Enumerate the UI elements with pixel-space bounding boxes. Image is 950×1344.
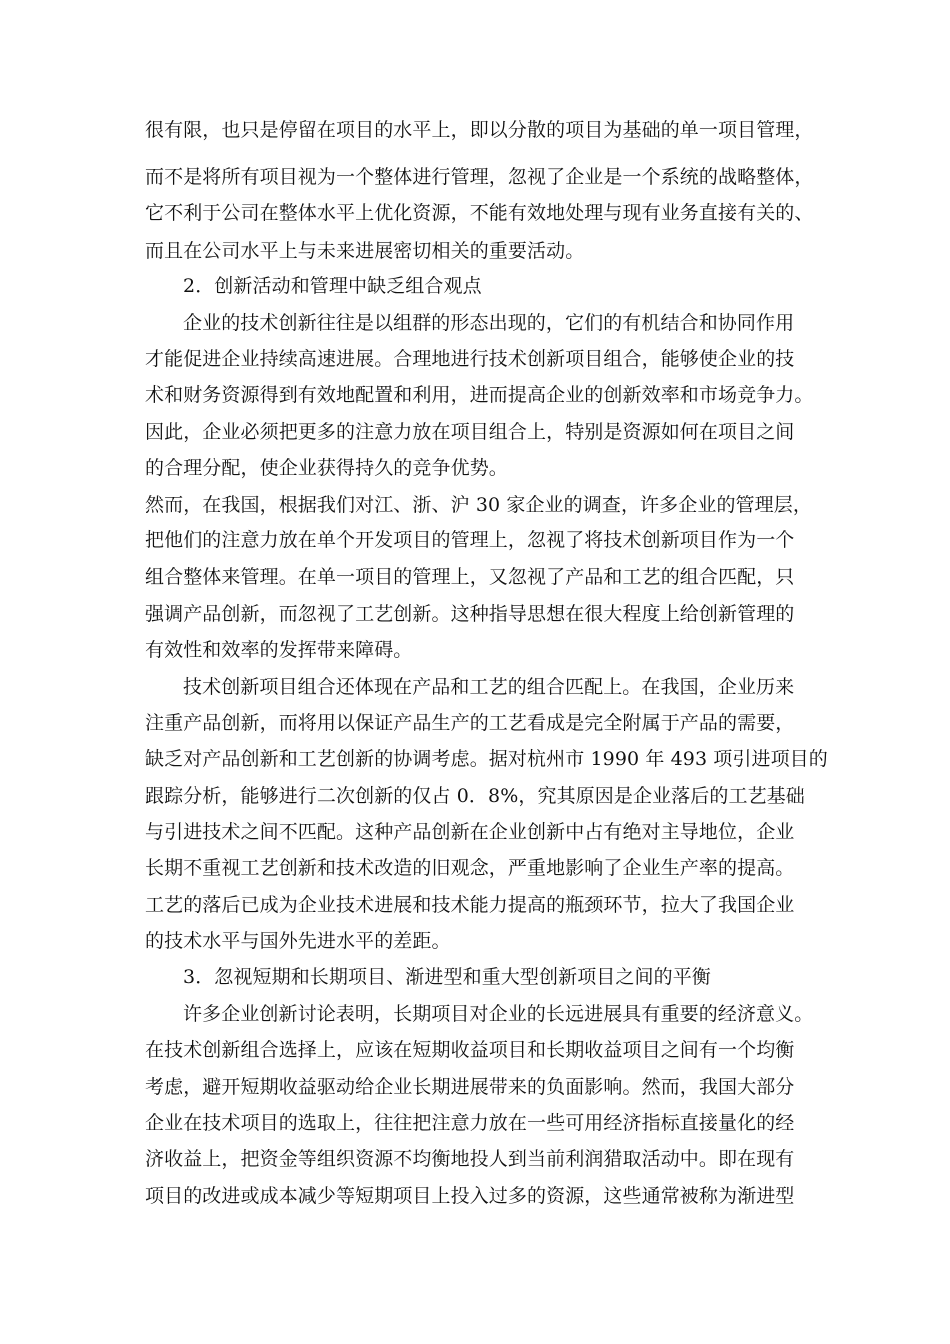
section-heading: 2．创新活动和管理中缺乏组合观点 bbox=[183, 275, 482, 297]
text-line: 组合整体来管理。在单一项目的管理上，又忽视了产品和工艺的组合匹配，只 bbox=[145, 566, 795, 588]
text-line: 缺乏对产品创新和工艺创新的协调考虑。据对杭州市 1990 年 493 项引进项目的 bbox=[145, 748, 828, 770]
text-line: 企业的技术创新往往是以组群的形态出现的，它们的有机结合和协同作用 bbox=[183, 312, 795, 334]
text-line: 的技术水平与国外先进水平的差距。 bbox=[145, 930, 451, 952]
section-heading: 3．忽视短期和长期项目、渐进型和重大型创新项目之间的平衡 bbox=[183, 966, 711, 988]
text-line: 强调产品创新，而忽视了工艺创新。这种指导思想在很大程度上给创新管理的 bbox=[145, 603, 795, 625]
text-line: 才能促进企业持续高速进展。合理地进行技术创新项目组合，能够使企业的技 bbox=[145, 348, 795, 370]
text-line: 济收益上，把资金等组织资源不均衡地投人到当前利润猎取活动中。即在现有 bbox=[145, 1148, 795, 1170]
text-line: 项目的改进或成本减少等短期项目上投入过多的资源，这些通常被称为渐进型 bbox=[145, 1185, 795, 1207]
text-line: 工艺的落后已成为企业技术进展和技术能力提高的瓶颈环节，拉大了我国企业 bbox=[145, 894, 795, 916]
text-line: 很有限，也只是停留在项目的水平上，即以分散的项目为基础的单一项目管理， bbox=[145, 119, 814, 141]
text-line: 跟踪分析，能够进行二次创新的仅占 0．8%，究其原因是企业落后的工艺基础 bbox=[145, 785, 805, 807]
text-line: 而不是将所有项目视为一个整体进行管理，忽视了企业是一个系统的战略整体， bbox=[145, 166, 814, 188]
text-line: 它不利于公司在整体水平上优化资源，不能有效地处理与现有业务直接有关的、 bbox=[145, 202, 814, 224]
text-line: 在技术创新组合选择上，应该在短期收益项目和长期收益项目之间有一个均衡 bbox=[145, 1039, 795, 1061]
text-line: 术和财务资源得到有效地配置和利用，进而提高企业的创新效率和市场竞争力。 bbox=[145, 384, 814, 406]
text-line: 把他们的注意力放在单个开发项目的管理上，忽视了将技术创新项目作为一个 bbox=[145, 529, 795, 551]
text-line: 然而，在我国，根据我们对江、浙、沪 30 家企业的调查，许多企业的管理层， bbox=[145, 494, 812, 516]
text-line: 注重产品创新，而将用以保证产品生产的工艺看成是完全附属于产品的需要， bbox=[145, 712, 795, 734]
text-line: 许多企业创新讨论表明，长期项目对企业的长远进展具有重要的经济意义。 bbox=[183, 1003, 814, 1025]
text-line: 与引进技术之间不匹配。这种产品创新在企业创新中占有绝对主导地位，企业 bbox=[145, 821, 795, 843]
text-line: 有效性和效率的发挥带来障碍。 bbox=[145, 639, 413, 661]
text-line: 考虑，避开短期收益驱动给企业长期进展带来的负面影响。然而，我国大部分 bbox=[145, 1076, 795, 1098]
text-line: 因此，企业必须把更多的注意力放在项目组合上，特别是资源如何在项目之间 bbox=[145, 421, 795, 443]
text-line: 长期不重视工艺创新和技术改造的旧观念，严重地影响了企业生产率的提高。 bbox=[145, 857, 795, 879]
text-line: 技术创新项目组合还体现在产品和工艺的组合匹配上。在我国，企业历来 bbox=[183, 676, 795, 698]
text-line: 的合理分配，使企业获得持久的竞争优势。 bbox=[145, 457, 508, 479]
text-line: 企业在技术项目的选取上，往往把注意力放在一些可用经济指标直接量化的经 bbox=[145, 1112, 795, 1134]
text-line: 而且在公司水平上与未来进展密切相关的重要活动。 bbox=[145, 240, 585, 262]
